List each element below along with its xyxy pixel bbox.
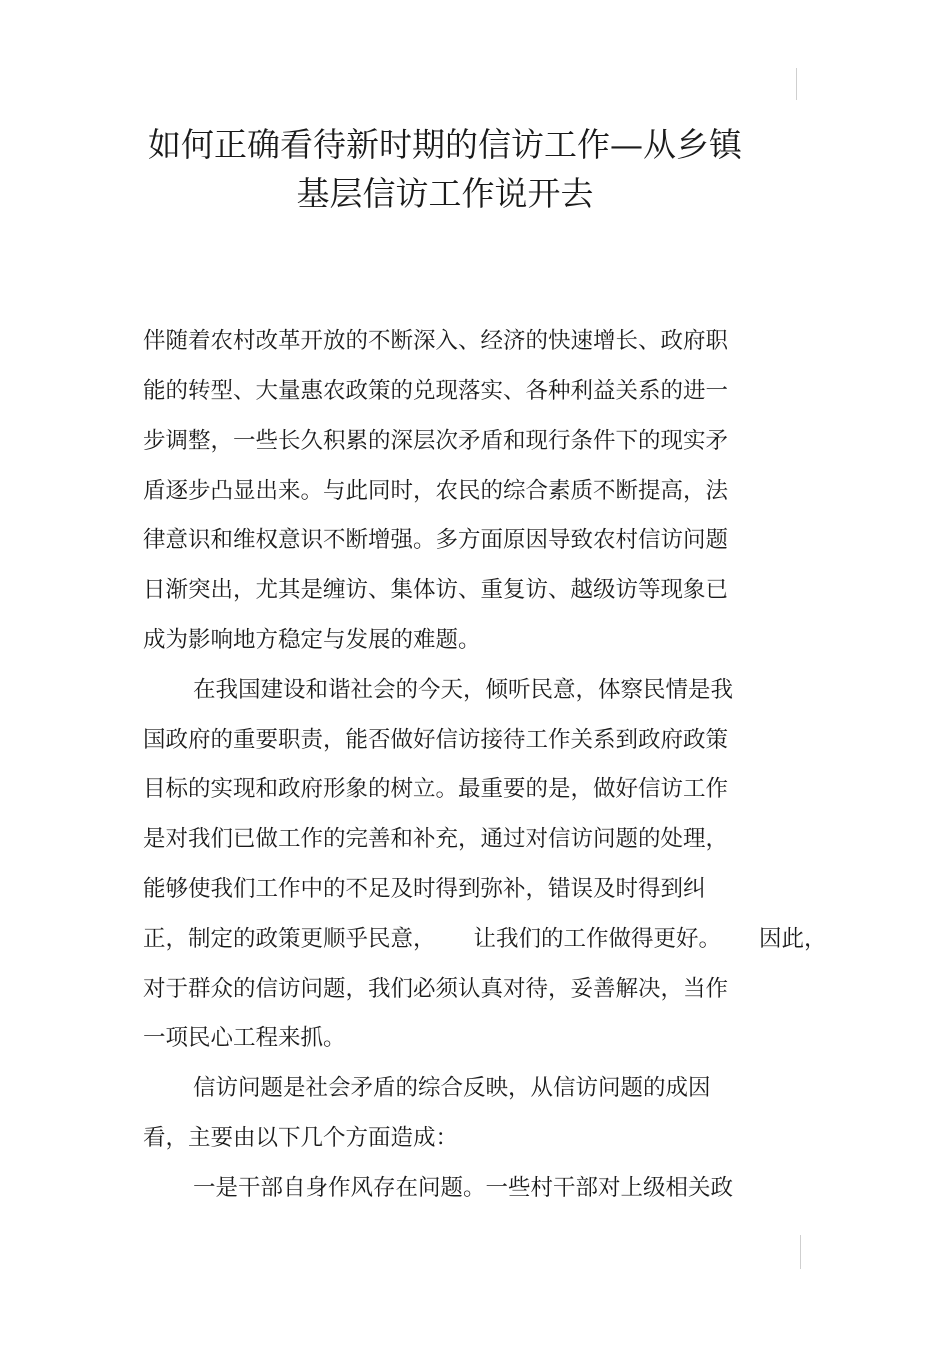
body-line: 一是干部自身作风存在问题。一些村干部对上级相关政 xyxy=(193,1175,734,1201)
body-line: 伴随着农村改革开放的不断深入、经济的快速增长、政府职 xyxy=(143,328,729,354)
body-line: 是对我们已做工作的完善和补充，通过对信访问题的处理， xyxy=(143,826,729,852)
body-line: 对于群众的信访问题，我们必须认真对待，妥善解决，当作 xyxy=(143,976,729,1002)
body-line-segment: 让我们的工作做得更好。 xyxy=(473,926,722,952)
body-line-segment: 正，制定的政策更顺乎民意， xyxy=(143,926,436,952)
body-line: 日渐突出，尤其是缠访、集体访、重复访、越级访等现象已 xyxy=(143,577,729,603)
body-line: 在我国建设和谐社会的今天，倾听民意，体察民情是我 xyxy=(193,677,734,703)
body-line: 成为影响地方稳定与发展的难题。 xyxy=(143,627,481,653)
body-line-justified xyxy=(143,925,827,953)
document-title-line-2: 基层信访工作说开去 xyxy=(296,174,594,213)
document-title-line-1: 如何正确看待新时期的信访工作—从乡镇 xyxy=(148,125,742,164)
body-line: 步调整，一些长久积累的深层次矛盾和现行条件下的现实矛 xyxy=(143,428,729,454)
body-line: 盾逐步凸显出来。与此同时，农民的综合素质不断提高，法 xyxy=(143,478,729,504)
corner-mark-bottom-right xyxy=(800,1235,801,1269)
corner-mark-top-right xyxy=(796,68,797,100)
body-line: 看，主要由以下几个方面造成： xyxy=(143,1125,459,1151)
body-line: 目标的实现和政府形象的树立。最重要的是，做好信访工作 xyxy=(143,776,729,802)
body-line: 信访问题是社会矛盾的综合反映，从信访问题的成因 xyxy=(193,1075,711,1101)
body-line: 一项民心工程来抓。 xyxy=(143,1025,346,1051)
body-line-segment: 因此， xyxy=(759,926,827,952)
body-line: 能够使我们工作中的不足及时得到弥补，错误及时得到纠 xyxy=(143,876,706,902)
body-line: 律意识和维权意识不断增强。多方面原因导致农村信访问题 xyxy=(143,527,729,553)
body-line: 国政府的重要职责，能否做好信访接待工作关系到政府政策 xyxy=(143,727,729,753)
body-line: 能的转型、大量惠农政策的兑现落实、各种利益关系的进一 xyxy=(143,378,729,404)
